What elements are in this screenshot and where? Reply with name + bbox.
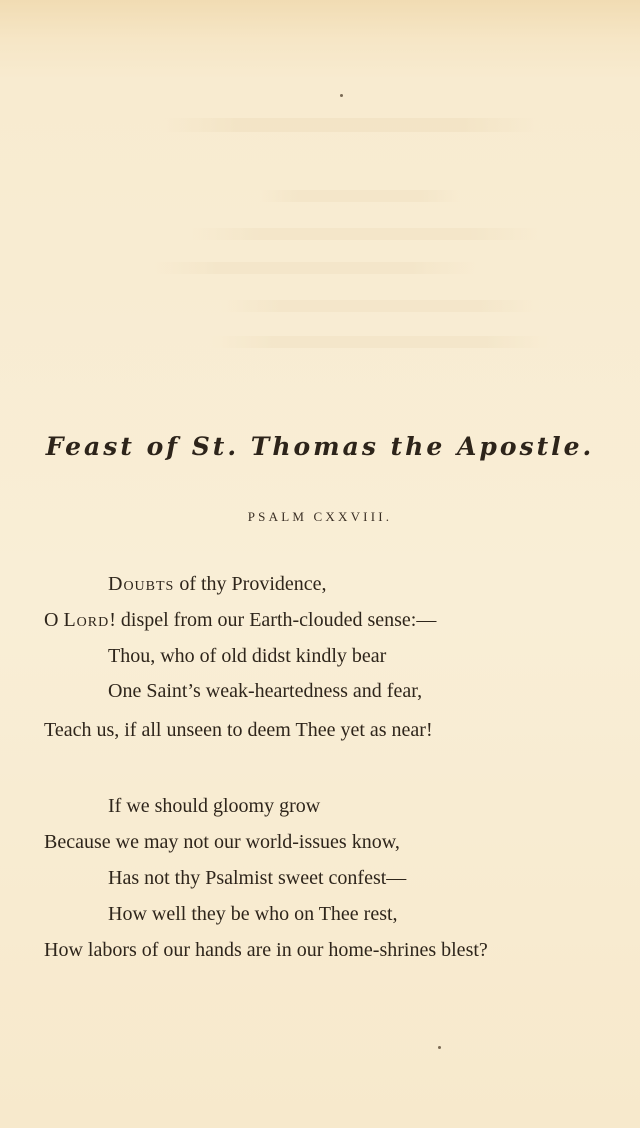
verse-line: If we should gloomy grow (108, 795, 321, 817)
verse-initial-word: Doubts (108, 573, 175, 595)
verse-line-prefix: O (44, 609, 64, 631)
verse-divine-name: Lord (63, 609, 110, 631)
verse-line-text: of thy Providence, (174, 573, 327, 595)
verse-line: Thou, who of old didst kindly bear (108, 645, 387, 667)
ink-speck (340, 94, 343, 97)
verse-line: Because we may not our world-issues know, (44, 831, 400, 853)
psalm-reference: PSALM CXXVIII. (247, 509, 393, 524)
bleed-through-ghost-text (190, 228, 540, 240)
verse-line: How labors of our hands are in our home-shrines blest? (44, 939, 488, 961)
ink-speck (438, 1046, 441, 1049)
chapter-title: Feast of St. Thomas the Apostle. (45, 432, 595, 461)
bleed-through-ghost-text (220, 300, 540, 312)
verse-line: One Saint’s weak-heartedness and fear, (108, 680, 423, 702)
verse-line (108, 573, 327, 596)
bleed-through-ghost-text (150, 262, 480, 274)
bleed-through-ghost-text (160, 118, 540, 132)
verse-line-text: ! dispel from our Earth-clouded sense:— (109, 609, 437, 631)
verse-line (44, 609, 436, 632)
bleed-through-ghost-text (260, 190, 460, 202)
verse-line: Has not thy Psalmist sweet confest— (108, 867, 407, 889)
verse-line: How well they be who on Thee rest, (108, 903, 398, 925)
verse-line: Teach us, if all unseen to deem Thee yet as near! (44, 719, 433, 741)
bleed-through-ghost-text (210, 336, 550, 348)
